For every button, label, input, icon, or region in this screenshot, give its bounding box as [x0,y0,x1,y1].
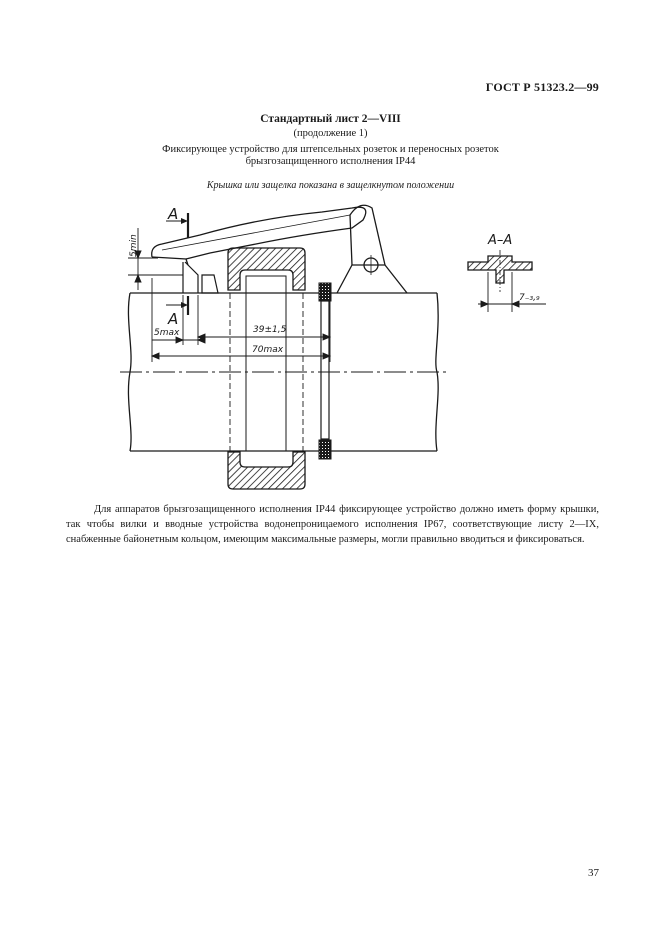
standard-number: ГОСТ Р 51323.2—99 [485,80,599,94]
figure-caption: Крышка или защелка показана в защелкнутом положении [206,180,455,191]
section-a-a-title: A–A [488,233,513,248]
bayonet-ring-bottom [228,452,305,489]
subtitle-line-2: брызгозащищенного исполнения IP44 [245,156,416,167]
section-dim-label: 7₋₃,₉ [519,293,540,303]
sheet-title: Стандартный лист 2—VIII [260,113,401,125]
dim-70max-label: 70max [252,345,284,355]
section-label-bottom: A [168,310,179,328]
latch [183,262,218,293]
page-number: 37 [588,867,599,879]
dim-5max-label: 5max [154,328,180,338]
dim-39-label: 39±1,5 [253,325,287,335]
section-mark-bottom [166,296,188,328]
bayonet-ring-top [228,248,305,293]
gasket [319,283,331,459]
section-label-top: A [168,205,179,223]
sheet-continuation: (продолжение 1) [293,128,368,139]
body-paragraph: Для аппаратов брызгозащищенного исполнения IP44 фиксирующее устройство должно иметь форму крышки, так чтобы вилки и вводные устройства водонепроницаемого исполнения IP67, соответствующие листу 2—IX, снабженные байонетным кольцом, имеющим максимальные размеры, могли правильно вводиться и фиксироваться. [66,504,599,545]
subtitle-line-1: Фиксирующее устройство для штепсельных розеток и переносных розеток [162,144,499,155]
dim-5min-label: 5min [129,234,139,257]
section-a-a [468,233,546,312]
section-mark-top [166,205,188,238]
